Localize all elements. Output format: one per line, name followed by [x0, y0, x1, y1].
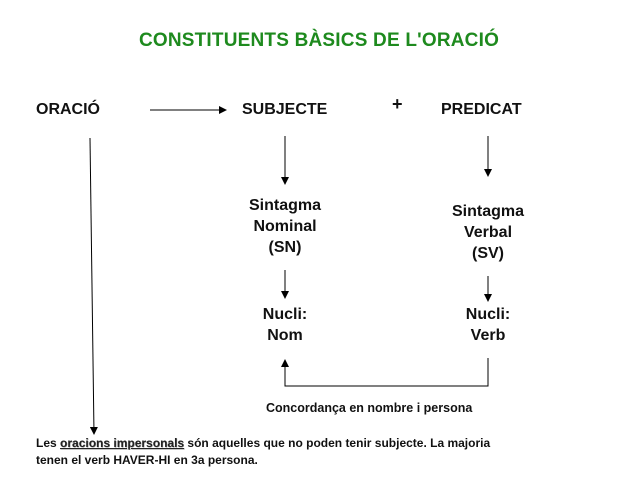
predicate-nucleus — [428, 304, 548, 346]
subject-nucleus-line: Nucli: — [262, 306, 308, 323]
footnote — [36, 435, 616, 469]
diagram-title: CONSTITUENTS BÀSICS DE L'ORACIÓ — [138, 30, 500, 51]
footnote-line-2: tenen el verb HAVER-HI en 3a persona. — [36, 453, 258, 467]
footnote-prefix: Les — [36, 436, 57, 450]
predicate-phrase-line: (SV) — [472, 245, 504, 262]
plus-sign: + — [392, 94, 403, 114]
subject-nucleus-line: Nom — [267, 327, 303, 344]
agreement-label: Concordança en nombre i persona — [266, 401, 473, 415]
predicate-phrase-line: Sintagma — [451, 203, 524, 220]
subject-phrase-line: Nominal — [253, 218, 317, 235]
predicate-nucleus-line: Nucli: — [465, 306, 511, 323]
label-subjecte: SUBJECTE — [242, 101, 328, 118]
predicate-nucleus-line: Verb — [470, 327, 506, 344]
agreement-bracket — [285, 358, 488, 386]
footnote-line-1 — [36, 435, 616, 452]
subject-phrase — [225, 195, 345, 258]
footnote-emphasis: oracions impersonals — [60, 436, 185, 450]
subject-phrase-line: (SN) — [268, 239, 302, 256]
predicate-phrase-line: Verbal — [463, 224, 513, 241]
subject-nucleus — [225, 304, 345, 346]
label-predicat: PREDICAT — [441, 101, 522, 118]
footnote-rest: són aquelles que no poden tenir subjecte. La majoria — [187, 436, 491, 450]
predicate-phrase — [428, 201, 548, 264]
label-oracio: ORACIÓ — [36, 101, 100, 118]
arrow-oracio-to-footnote — [90, 138, 94, 434]
subject-phrase-line: Sintagma — [248, 197, 321, 214]
